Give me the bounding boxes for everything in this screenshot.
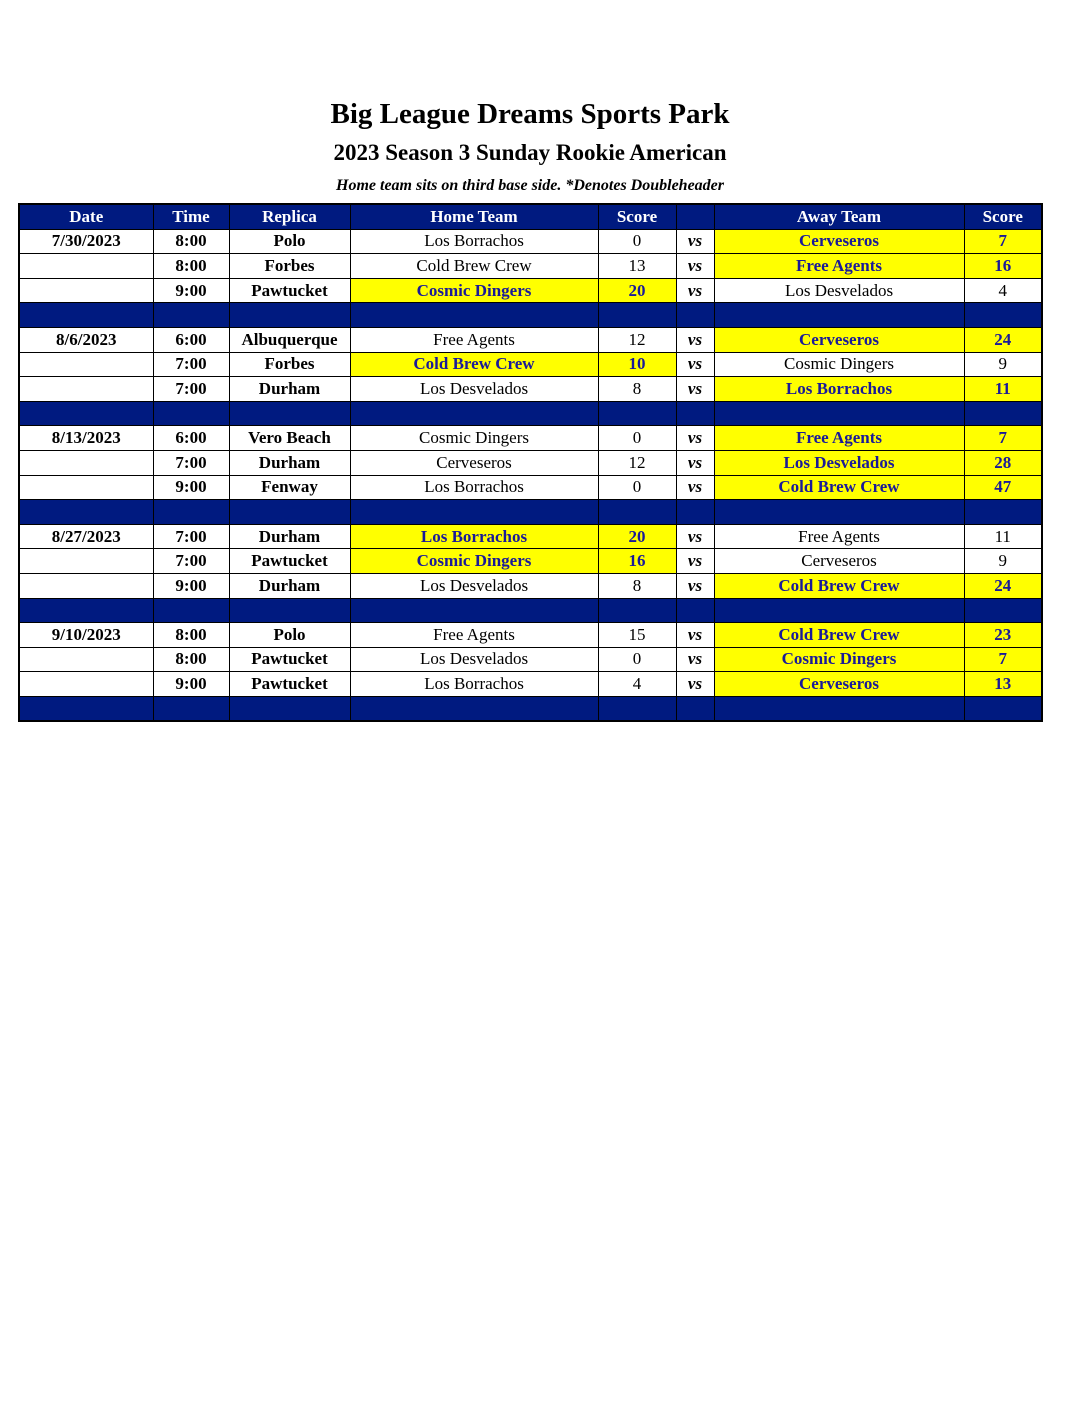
game-replica: Durham <box>229 377 350 402</box>
home-team: Los Borrachos <box>350 229 598 254</box>
game-date: 9/10/2023 <box>19 623 153 648</box>
home-team: Cosmic Dingers <box>350 278 598 303</box>
separator-cell <box>153 696 229 721</box>
separator-cell <box>676 401 714 426</box>
separator-cell <box>714 500 964 525</box>
table-row <box>19 254 1042 279</box>
separator-cell <box>676 696 714 721</box>
game-time: 8:00 <box>153 229 229 254</box>
away-score: 11 <box>964 524 1042 549</box>
away-score: 47 <box>964 475 1042 500</box>
game-time: 6:00 <box>153 426 229 451</box>
separator-cell <box>964 500 1042 525</box>
separator-cell <box>229 500 350 525</box>
game-date <box>19 278 153 303</box>
table-row <box>19 623 1042 648</box>
game-date <box>19 377 153 402</box>
away-score: 9 <box>964 549 1042 574</box>
game-time: 7:00 <box>153 524 229 549</box>
game-date <box>19 549 153 574</box>
home-score: 0 <box>598 426 676 451</box>
versus-label: vs <box>676 573 714 598</box>
separator-cell <box>598 598 676 623</box>
table-row <box>19 327 1042 352</box>
separator-cell <box>714 598 964 623</box>
home-team: Cosmic Dingers <box>350 549 598 574</box>
game-date <box>19 475 153 500</box>
separator-cell <box>714 401 964 426</box>
home-score: 10 <box>598 352 676 377</box>
separator-cell <box>153 500 229 525</box>
game-time: 8:00 <box>153 623 229 648</box>
versus-label: vs <box>676 327 714 352</box>
game-date <box>19 352 153 377</box>
separator-cell <box>350 500 598 525</box>
game-date <box>19 672 153 697</box>
separator-cell <box>153 401 229 426</box>
versus-label: vs <box>676 426 714 451</box>
game-replica: Pawtucket <box>229 278 350 303</box>
table-row <box>19 352 1042 377</box>
game-time: 6:00 <box>153 327 229 352</box>
home-team: Cerveseros <box>350 450 598 475</box>
column-header-replica: Replica <box>229 204 350 229</box>
versus-label: vs <box>676 352 714 377</box>
away-team: Cold Brew Crew <box>714 573 964 598</box>
game-replica: Forbes <box>229 254 350 279</box>
away-team: Cerveseros <box>714 672 964 697</box>
versus-label: vs <box>676 377 714 402</box>
home-team: Cosmic Dingers <box>350 426 598 451</box>
away-score: 7 <box>964 229 1042 254</box>
home-team: Cold Brew Crew <box>350 254 598 279</box>
away-score: 7 <box>964 647 1042 672</box>
away-score: 9 <box>964 352 1042 377</box>
game-date <box>19 254 153 279</box>
separator-cell <box>964 598 1042 623</box>
separator-cell <box>19 598 153 623</box>
separator-cell <box>598 303 676 328</box>
home-score: 8 <box>598 377 676 402</box>
table-row <box>19 549 1042 574</box>
away-score: 16 <box>964 254 1042 279</box>
away-team: Cold Brew Crew <box>714 475 964 500</box>
separator-cell <box>676 303 714 328</box>
away-team: Cosmic Dingers <box>714 352 964 377</box>
home-team: Free Agents <box>350 623 598 648</box>
column-header-time: Time <box>153 204 229 229</box>
separator-cell <box>350 401 598 426</box>
away-team: Cerveseros <box>714 549 964 574</box>
game-time: 8:00 <box>153 647 229 672</box>
separator-cell <box>676 598 714 623</box>
game-time: 7:00 <box>153 352 229 377</box>
page-subtitle: 2023 Season 3 Sunday Rookie American <box>333 140 727 165</box>
game-date <box>19 647 153 672</box>
table-row <box>19 450 1042 475</box>
game-replica: Durham <box>229 573 350 598</box>
home-team: Cold Brew Crew <box>350 352 598 377</box>
away-score: 24 <box>964 327 1042 352</box>
home-score: 4 <box>598 672 676 697</box>
schedule-note: Home team sits on third base side. *Denotes Doubleheader <box>336 177 724 194</box>
column-header-vs <box>676 204 714 229</box>
column-header-date: Date <box>19 204 153 229</box>
game-date <box>19 573 153 598</box>
away-score: 23 <box>964 623 1042 648</box>
separator-cell <box>598 500 676 525</box>
game-replica: Durham <box>229 450 350 475</box>
away-score: 13 <box>964 672 1042 697</box>
versus-label: vs <box>676 450 714 475</box>
separator-cell <box>964 303 1042 328</box>
versus-label: vs <box>676 229 714 254</box>
home-score: 12 <box>598 327 676 352</box>
home-score: 15 <box>598 623 676 648</box>
away-score: 4 <box>964 278 1042 303</box>
home-team: Los Borrachos <box>350 475 598 500</box>
game-replica: Vero Beach <box>229 426 350 451</box>
separator-cell <box>153 598 229 623</box>
schedule-body <box>19 229 1042 721</box>
schedule-table <box>18 203 1043 722</box>
away-team: Cerveseros <box>714 229 964 254</box>
versus-label: vs <box>676 672 714 697</box>
game-replica: Polo <box>229 623 350 648</box>
week-separator-row <box>19 696 1042 721</box>
table-row <box>19 426 1042 451</box>
home-score: 20 <box>598 524 676 549</box>
game-date: 8/6/2023 <box>19 327 153 352</box>
column-header-home-score: Score <box>598 204 676 229</box>
week-separator-row <box>19 401 1042 426</box>
game-time: 7:00 <box>153 549 229 574</box>
game-date: 8/13/2023 <box>19 426 153 451</box>
separator-cell <box>19 696 153 721</box>
home-team: Los Desvelados <box>350 647 598 672</box>
column-header-away-team: Away Team <box>714 204 964 229</box>
separator-cell <box>676 500 714 525</box>
game-replica: Fenway <box>229 475 350 500</box>
away-team: Los Desvelados <box>714 278 964 303</box>
game-replica: Durham <box>229 524 350 549</box>
separator-cell <box>19 500 153 525</box>
away-team: Free Agents <box>714 254 964 279</box>
home-score: 12 <box>598 450 676 475</box>
table-row <box>19 524 1042 549</box>
separator-cell <box>350 696 598 721</box>
game-date: 7/30/2023 <box>19 229 153 254</box>
separator-cell <box>598 401 676 426</box>
versus-label: vs <box>676 475 714 500</box>
table-row <box>19 475 1042 500</box>
away-team: Los Desvelados <box>714 450 964 475</box>
away-team: Free Agents <box>714 426 964 451</box>
table-row <box>19 647 1042 672</box>
away-score: 11 <box>964 377 1042 402</box>
game-time: 9:00 <box>153 672 229 697</box>
home-score: 16 <box>598 549 676 574</box>
away-score: 7 <box>964 426 1042 451</box>
separator-cell <box>229 598 350 623</box>
separator-cell <box>229 303 350 328</box>
versus-label: vs <box>676 254 714 279</box>
game-date: 8/27/2023 <box>19 524 153 549</box>
versus-label: vs <box>676 647 714 672</box>
week-separator-row <box>19 303 1042 328</box>
game-replica: Polo <box>229 229 350 254</box>
game-time: 7:00 <box>153 450 229 475</box>
away-team: Cerveseros <box>714 327 964 352</box>
versus-label: vs <box>676 524 714 549</box>
game-replica: Pawtucket <box>229 647 350 672</box>
column-header-home-team: Home Team <box>350 204 598 229</box>
home-score: 0 <box>598 475 676 500</box>
home-score: 8 <box>598 573 676 598</box>
separator-cell <box>964 401 1042 426</box>
game-replica: Pawtucket <box>229 672 350 697</box>
home-team: Los Borrachos <box>350 524 598 549</box>
week-separator-row <box>19 500 1042 525</box>
home-team: Los Desvelados <box>350 377 598 402</box>
separator-cell <box>714 303 964 328</box>
home-team: Free Agents <box>350 327 598 352</box>
separator-cell <box>19 303 153 328</box>
away-team: Cold Brew Crew <box>714 623 964 648</box>
game-replica: Forbes <box>229 352 350 377</box>
separator-cell <box>19 401 153 426</box>
separator-cell <box>229 401 350 426</box>
game-replica: Albuquerque <box>229 327 350 352</box>
game-time: 8:00 <box>153 254 229 279</box>
home-team: Los Desvelados <box>350 573 598 598</box>
separator-cell <box>714 696 964 721</box>
column-header-away-score: Score <box>964 204 1042 229</box>
separator-cell <box>598 696 676 721</box>
table-header-row <box>19 204 1042 229</box>
away-team: Cosmic Dingers <box>714 647 964 672</box>
separator-cell <box>350 598 598 623</box>
table-row <box>19 377 1042 402</box>
versus-label: vs <box>676 278 714 303</box>
table-row <box>19 229 1042 254</box>
game-time: 9:00 <box>153 475 229 500</box>
game-replica: Pawtucket <box>229 549 350 574</box>
separator-cell <box>153 303 229 328</box>
away-score: 28 <box>964 450 1042 475</box>
page-title: Big League Dreams Sports Park <box>330 98 730 130</box>
away-score: 24 <box>964 573 1042 598</box>
away-team: Los Borrachos <box>714 377 964 402</box>
home-score: 20 <box>598 278 676 303</box>
separator-cell <box>229 696 350 721</box>
game-time: 9:00 <box>153 573 229 598</box>
versus-label: vs <box>676 549 714 574</box>
game-date <box>19 450 153 475</box>
separator-cell <box>350 303 598 328</box>
game-time: 9:00 <box>153 278 229 303</box>
away-team: Free Agents <box>714 524 964 549</box>
home-score: 13 <box>598 254 676 279</box>
table-row <box>19 672 1042 697</box>
versus-label: vs <box>676 623 714 648</box>
home-team: Los Borrachos <box>350 672 598 697</box>
home-score: 0 <box>598 647 676 672</box>
table-row <box>19 573 1042 598</box>
table-row <box>19 278 1042 303</box>
game-time: 7:00 <box>153 377 229 402</box>
separator-cell <box>964 696 1042 721</box>
week-separator-row <box>19 598 1042 623</box>
home-score: 0 <box>598 229 676 254</box>
